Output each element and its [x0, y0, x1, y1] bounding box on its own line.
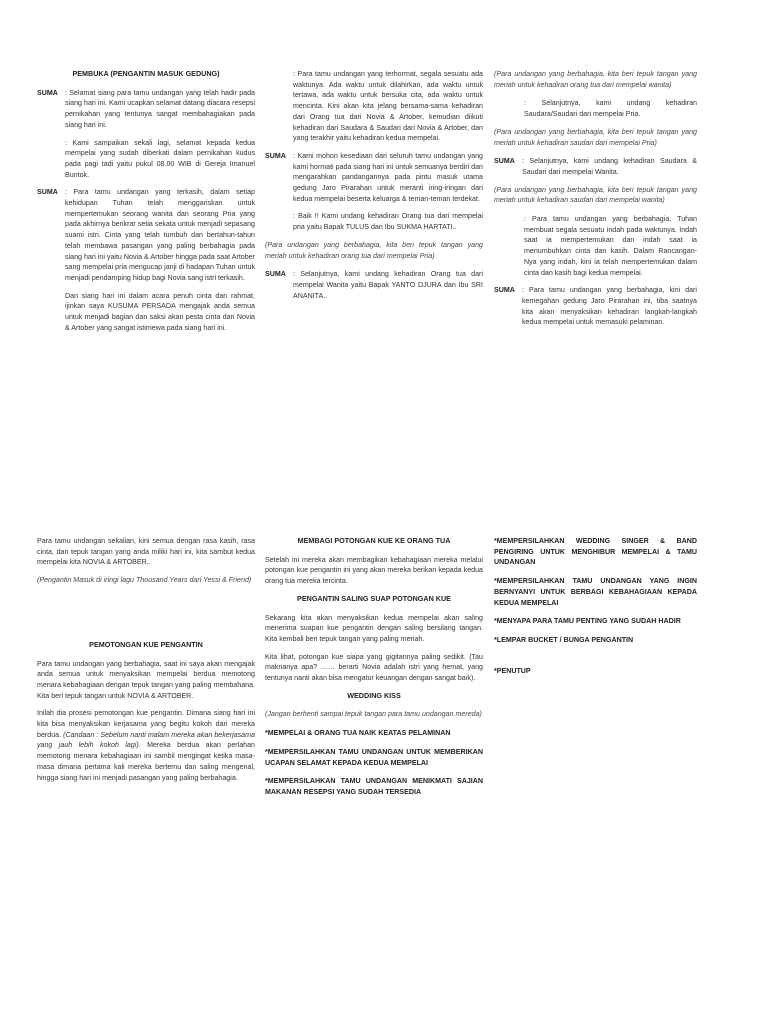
paragraph: : Selanjutnya, kami undang kehadiran Saudara/Saudari dari mempelai Pria. — [524, 99, 697, 119]
paragraph-text: Inilah dia prosesi pemotongan kue pengantin. Dimana siang hari ini kita bisa menyaksikan kerjasama yang begitu kokoh dari mereka berdua. — [37, 709, 255, 739]
suma-block — [37, 187, 255, 283]
speaker-text: : Selanjutnya, kami undang kehadiran Orang tua dari mempelai Wanita yaitu Bapak YANTO DJURA dan Ibu SRI ANANITA.. — [293, 270, 483, 300]
event-item: *MEMPERSILAHKAN TAMU UNDANGAN YANG INGIN BERNYANYI UNTUK BERBAGI KEBAHAGIAAN KEPADA KEDUA MEMPELAI — [494, 577, 697, 607]
speaker-label: SUMA — [494, 286, 515, 295]
bottom-column-2 — [265, 536, 483, 806]
event-item: *MEMPELAI & ORANG TUA NAIK KEATAS PELAMINAN — [265, 729, 451, 738]
paragraph: Setelah ini mereka akan membagikan kebahagiaan mereka melalui potongan kue pengantin ini yang akan mereka berikan kepada kedua orang tua mereka tercinta. — [265, 555, 483, 586]
speaker-text: : Selanjutnya, kami undang kehadiran Saudara & Saudari dari mempelai Wanita. — [522, 157, 697, 176]
bottom-column-3 — [494, 536, 697, 684]
section-heading-membagi-kue: MEMBAGI POTONGAN KUE KE ORANG TUA — [297, 536, 451, 545]
suma-block — [265, 269, 483, 301]
suma-block — [494, 156, 697, 177]
section-heading-saling-suap: PENGANTIN SALING SUAP POTONGAN KUE — [297, 593, 451, 603]
top-column-3 — [494, 69, 697, 335]
top-column-1 — [37, 69, 255, 340]
paragraph: : Kami sampaikan sekali lagi, selamat kepada kedua mempelai yang sudah diberkati dalam pernikahan kudus pada pagi tadi yaitu pukul 08.00 WIB di Gereja Imanuel Buntok. — [65, 138, 255, 179]
stage-note: (Para undangan yang berbahagia, kita beri tepuk tangan yang meriah untuk kehadiran orang tua dari mempelai Pria) — [265, 240, 483, 260]
paragraph: : Baik !! Kami undang kehadiran Orang tua dari mempelai pria yaitu Bapak TULUS dan Ibu SUKMA HARTATI.. — [293, 212, 483, 232]
paragraph: : Para tamu undangan yang berbahagia, Tuhan membuat segala sesuatu indah pada waktunya. Indah saat ia mempertemukan dan indah saat ia menumbuhkan cinta dan kasih. Dalam Rancangan-Nya yang indah, kini ia telah mempertemukan dalam cinta dan kasih bagi kedua mempelai. — [524, 215, 697, 277]
paragraph: Sekarang kita akan menyaksikan kedua mempelai akan saling menerima suapan kue pengantin dengan saling bersilang tangan. Kita kembali beri tepuk tangan yang paling meriah. — [265, 613, 483, 643]
speaker-label: SUMA — [265, 270, 286, 279]
speaker-text: : Para tamu undangan yang berbahagia, kini dari kemegahan gedung Jaro Pirarahan ini, tiba saatnya kita akan menyaksikan kehadiran langkah-langkah kedua mempelai untuk memasuki pelaminan. — [522, 286, 697, 327]
event-item: *MEMPERSILAHKAN TAMU UNDANGAN UNTUK MEMBERIKAN UCAPAN SELAMAT KEPADA KEDUA MEMPELAI — [265, 747, 483, 767]
top-column-2 — [265, 69, 483, 308]
speaker-text: : Para tamu undangan yang terkasih, dalam setiap kehidupan Tuhan telah menggariskan untuk mempertemukan seorang wanita dan seorang Pria yang pada akhirnya berikrar setia sekata untuk menjadi sepasang suami istri. Cinta yang telah tumbuh dan bertahun-tahun telah membawa pasangan yang paling berbahagia pada siang hari ini yaitu Novia & Artober hingga pada saat Artober sang mempelai pria mengucap janji di hadapan Tuhan untuk menjadi pendamping hidup bagi Novia sang istri terkasih. — [65, 188, 255, 282]
speaker-label: SUMA — [37, 88, 58, 97]
suma-block — [37, 88, 255, 131]
paragraph: : Para tamu undangan yang terhormat, segala sesuatu ada waktunya. Ada waktu untuk dilahirkan, ada waktu untuk tertawa, ada waktu untuk bersuka cita, ada waktu untuk mencinta. Kini akan kita jelang bersama-sama kehadiran dari Orang tua dari Novia & Artober, kemudian diikuti kehadiran dari Saudara & Saudari dari Novia & Artober, dan yang terakhir yaitu kehadiran kedua mempelai. — [293, 70, 483, 143]
paragraph: Kita lihat, potongan kue siapa yang gigitannya paling sedikit. (Tau maknanya apa? …… berarti Novia adalah istri yang hemat, yang tentunya nanti akan bisa mengatur keuangan dengan sangat baik). — [265, 652, 483, 683]
speaker-label: SUMA — [265, 151, 286, 160]
spacer — [494, 654, 697, 666]
event-item: *PENUTUP — [494, 666, 531, 675]
suma-block — [265, 151, 483, 205]
stage-note: (Para undangan yang berbahagia, kita beri tepuk tangan yang meriah untuk kehadiran saudari dari mempelai Pria) — [494, 127, 697, 147]
event-item: *MEMPERSILAHKAN TAMU UNDANGAN MENIKMATI SAJIAN MAKANAN RESEPSI YANG SUDAH TERSEDIA — [265, 777, 483, 796]
section-heading-wedding-kiss: WEDDING KISS — [347, 690, 401, 700]
event-item: *MENYAPA PARA TAMU PENTING YANG SUDAH HADIR — [494, 617, 681, 626]
paragraph-text: Mereka berdua akan perlahan memotong menara kebahagiaan ini sambil mengingat ketika masa-masa dimana pertama kali mereka bertemu dan saling mengenal, hingga siang hari ini menjadi pasangan yang paling berbahagia. — [37, 741, 255, 782]
paragraph: Para tamu undangan yang berbahagia, saat ini saya akan mengajak anda semua untuk menyaksikan mempelai berdua memotong menara kebahagiaan dengan tepuk tangan yang paling membahana. Kita beri tepuk tangan untuk NOVIA & ARTOBER. — [37, 659, 255, 700]
section-heading-pembuka: PEMBUKA (PENGANTIN MASUK GEDUNG) — [72, 69, 220, 78]
stage-note: (Jangan berhenti sampai tepuk tangan para tamu undangan meredа) — [265, 710, 482, 719]
speaker-label: SUMA — [494, 157, 515, 166]
stage-note: (Para undangan yang berbahagia, kita beri tepuk tangan yang meriah untuk kehadiran saudari dari mempelai wanita) — [494, 185, 697, 205]
event-item: *LEMPAR BUCKET / BUNGA PENGANTIN — [494, 635, 634, 644]
paragraph: Para tamu undangan sekalian, kini semua dengan rasa kasih, rasa cinta, dan tepuk tangan yang anda miliki hari ini, kita sambut kedua mempelai kita NOVIA & ARTOBER.. — [37, 537, 255, 567]
bottom-column-1 — [37, 536, 255, 790]
paragraph-kue — [37, 708, 255, 783]
spacer — [37, 596, 255, 640]
event-item: *MEMPERSILAHKAN WEDDING SINGER & BAND PENGIRING UNTUK MENGHIBUR MEMPELAI & TAMU UNDANGAN — [494, 537, 697, 567]
stage-note: (Pengantin Masuk di iringi lagu Thousand Years dari Yessi & Friend) — [37, 576, 252, 585]
speaker-text: : Kami mohon kesediaan dari seluruh tamu undangan yang kami hormati pada siang hari ini untuk semuanya berdiri dan mengarahkan pandangannya pada pintu masuk utama gedung Jaro Pirarahan untuk meranti iring-iringan dari kedua mempelai beserta keluarga & teman-teman terdekat. — [293, 151, 483, 203]
speaker-text: : Selamat siang para tamu undangan yang telah hadir pada siang hari ini. Kami ucapkan selamat datang diacara resepsi pernikahan yang tentunya sangat membahagiakan pada siang hari ini. — [65, 88, 255, 129]
section-heading-pemotongan-kue: PEMOTONGAN KUE PENGANTIN — [89, 639, 203, 649]
paragraph: Dan siang hari ini dalam acara penuh cinta dan rahmat, ijinkan saya KUSUMA PERSADA mengajak anda semua untuk menjadi bagian dan saksi akan pesta cinta dari Novia & Artober yang sangat istimewa pada siang hari ini. — [65, 291, 255, 332]
suma-block — [494, 285, 697, 328]
speaker-label: SUMA — [37, 188, 58, 197]
stage-note: (Para undangan yang berbahagia, kita beri tepuk tangan yang meriah untuk kehadiran orang tua dari mempelai wanita) — [494, 70, 697, 89]
joke-note: (Candaan : Sebelum nanti malam mereka akan bekerjasama yang jauh lebih kokoh lagi). — [37, 730, 255, 750]
